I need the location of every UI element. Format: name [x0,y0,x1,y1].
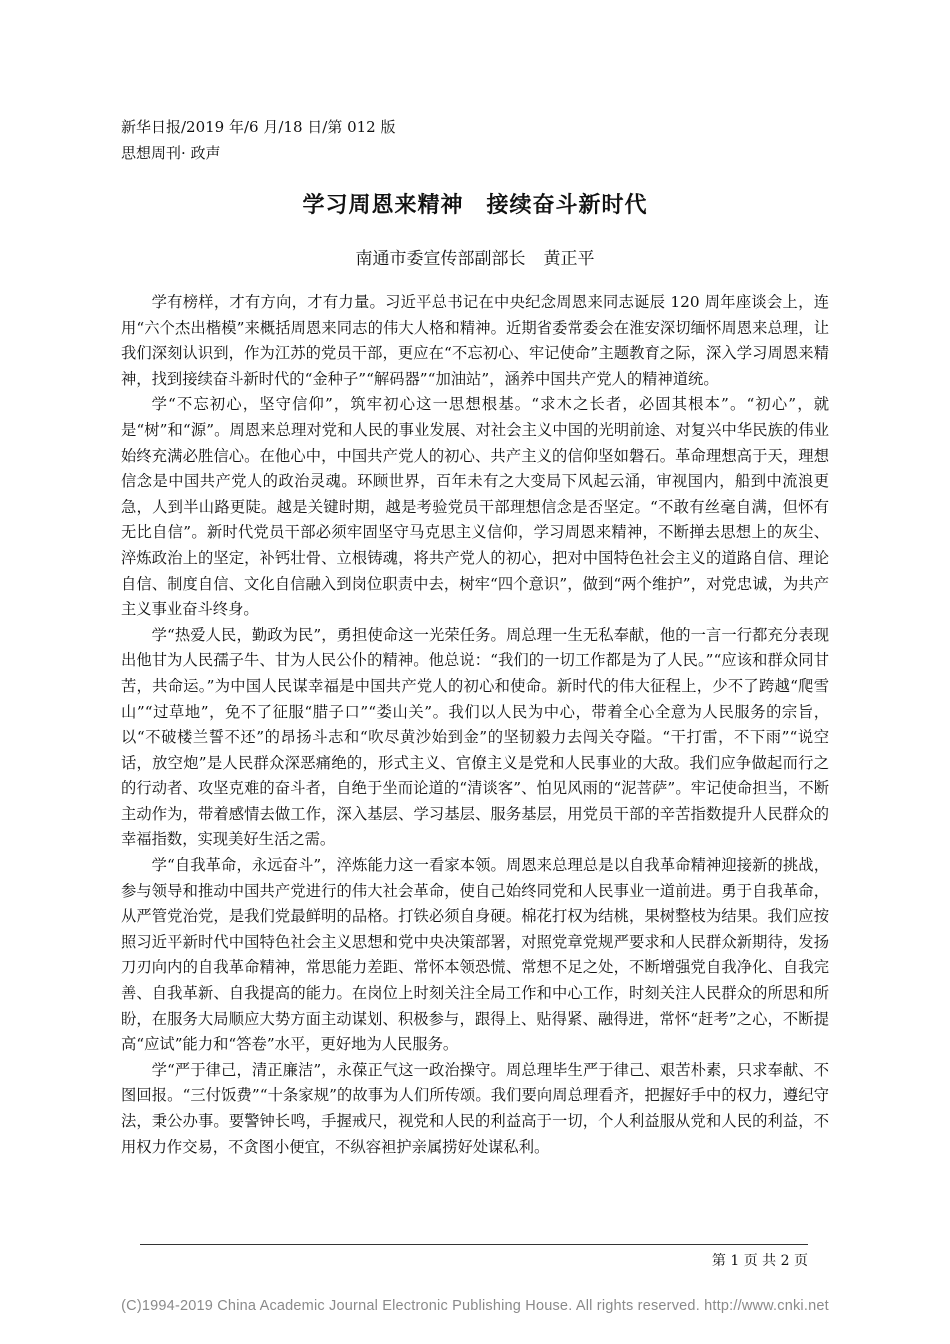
footer-rule [140,1244,808,1245]
author-line [0,244,950,269]
author-role: 南通市委宣传部副部长 [355,249,526,269]
paragraph: 学“自我革命，永远奋斗”，淬炼能力这一看家本领。周恩来总理总是以自我革命精神迎接新的挑战，参与领导和推动中国共产党进行的伟大社会革命，使自己始终同党和人民事业一道前进。勇于自我革命，从严管党治党，是我们党最鲜明的品格。打铁必须自身硬。棉花打权为结桃，果树整枝为结果。我们应按照习近平新时代中国特色社会主义思想和党中央决策部署，对照党章党规严要求和人民群众新期待，发扬刀刃向内的自我革命精神，常思能力差距、常怀本领恐慌、常想不足之处，不断增强党自我净化、自我完善、自我革新、自我提高的能力。在岗位上时刻关注全局工作和中心工作，时刻关注人民群众的所思和所盼，在服务大局顺应大势方面主动谋划、积极参与，跟得上、贴得紧、融得进，常怀“赶考”之心，不断提高“应试”能力和“答卷”水平，更好地为人民服务。 [121,856,829,1054]
paragraph: 学“严于律己，清正廉洁”，永葆正气这一政治操守。周总理毕生严于律己、艰苦朴素，只求奉献、不图回报。“三付饭费”“十条家规”的故事为人们所传颂。我们要向周总理看齐，把握好手中的权力，遵纪守法，秉公办事。要警钟长鸣，手握戒尺，视党和人民的利益高于一切，个人利益服从党和人民的利益，不用权力作交易，不贪图小便宜，不纵容袒护亲属捞好处谋私利。 [121,1060,829,1156]
copyright-footer: (C)1994-2019 China Academic Journal Electronic Publishing House. All rights reserved. http://www.cnki.net [121,1298,829,1314]
column-line: 思想周刊· 政声 [121,144,221,162]
page-number: 第 1 页 共 2 页 [711,1253,808,1269]
article-title: 学习周恩来精神 接续奋斗新时代 [302,193,648,218]
author-name: 黄正平 [543,249,595,269]
paragraph: 学“热爱人民，勤政为民”，勇担使命这一光荣任务。周总理一生无私奉献，他的一言一行都充分表现出他甘为人民孺子牛、甘为人民公仆的精神。他总说：“我们的一切工作都是为了人民。”“应该和群众同甘苦，共命运。”为中国人民谋幸福是中国共产党人的初心和使命。新时代的伟大征程上，少不了跨越“爬雪山”“过草地”，免不了征服“腊子口”“娄山关”。我们以人民为中心，带着全心全意为人民服务的宗旨，以“不破楼兰誓不还”的昂扬斗志和“吹尽黄沙始到金”的坚韧毅力去闯关夺隘。“干打雷，不下雨”“说空话，放空炮”是人民群众深恶痛绝的，形式主义、官僚主义是党和人民事业的大敌。我们应争做起而行之的行动者、攻坚克难的奋斗者，自绝于坐而论道的“清谈客”、怕见风雨的“泥菩萨”。牢记使命担当，不断主动作为，带着感情去做工作，深入基层、学习基层、服务基层，用党员干部的辛苦指数提升人民群众的幸福指数，实现美好生活之需。 [121,625,829,849]
paragraph: 学有榜样，才有方向，才有力量。习近平总书记在中央纪念周恩来同志诞辰 120 周年座谈会上，连用“六个杰出楷模”来概括周恩来同志的伟大人格和精神。近期省委常委会在淮安深切缅怀周恩来总理，让我们深刻认识到，作为江苏的党员干部，更应在“不忘初心、牢记使命”主题教育之际，深入学习周恩来精神，找到接续奋斗新时代的“金种子”“解码器”“加油站”，涵养中国共产党人的精神道统。 [121,293,829,388]
article-meta [121,114,396,166]
article-body [121,290,829,1160]
source-line: 新华日报/2019 年/6 月/18 日/第 012 版 [121,118,396,136]
paragraph: 学“不忘初心，坚守信仰”，筑牢初心这一思想根基。“求木之长者，必固其根本”。“初心”，就是“树”和“源”。周恩来总理对党和人民的事业发展、对社会主义中国的光明前途、对复兴中华民族的伟业始终充满必胜信心。在他心中，中国共产党人的初心、共产主义的信仰坚如磐石。革命理想高于天，理想信念是中国共产党人的政治灵魂。环顾世界，百年未有之大变局下风起云涌，审视国内，船到中流浪更急，人到半山路更陡。越是关键时期，越是考验党员干部理想信念是否坚定。“不敢有丝毫自满，但怀有无比自信”。新时代党员干部必须牢固坚守马克思主义信仰，学习周恩来精神，不断掸去思想上的灰尘、淬炼政治上的坚定，补钙壮骨、立根铸魂，将共产党人的初心，把对中国特色社会主义的道路自信、理论自信、制度自信、文化自信融入到岗位职责中去，树牢“四个意识”，做到“两个维护”，对党忠诚，为共产主义事业奋斗终身。 [121,395,829,619]
